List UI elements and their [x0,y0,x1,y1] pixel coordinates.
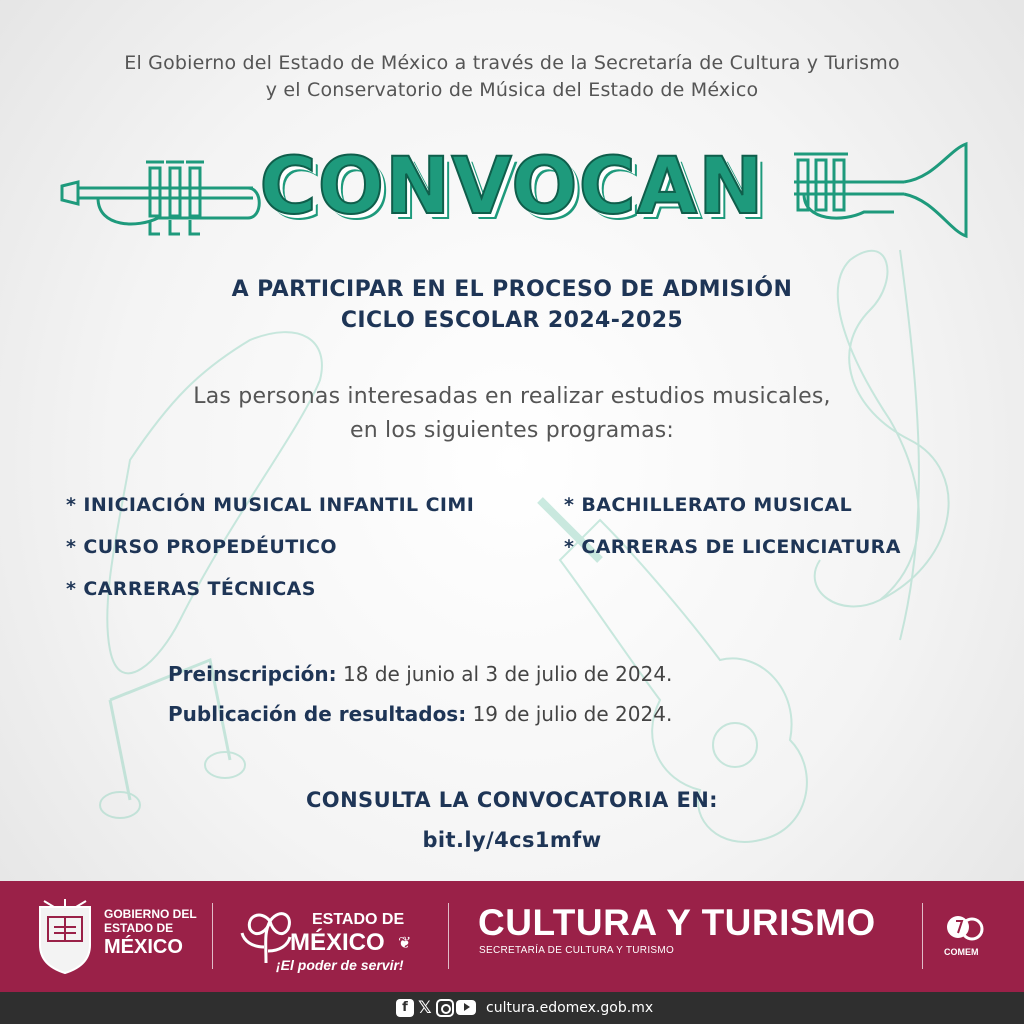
footer-band [0,881,1024,992]
program-item: * BACHILLERATO MUSICAL [564,494,853,516]
lead-text [0,380,1024,448]
facebook-icon[interactable]: f [396,999,414,1017]
admission-subtitle [0,274,1024,336]
preinscripcion-row [168,654,672,694]
convocatoria-link[interactable]: bit.ly/4cs1mfw [422,828,602,852]
state-seal-icon [34,897,96,975]
bottom-bar [0,992,1024,1024]
preinscripcion-label: Preinscripción: [168,662,337,686]
comem-logo-icon [944,909,984,947]
intro-line-2: y el Conservatorio de Música del Estado de México [265,79,759,101]
convocan-headline: CONVOCAN [259,142,765,232]
program-item: * INICIACIÓN MUSICAL INFANTIL CIMI [66,494,475,516]
laurel-icon: ❦ [398,935,412,952]
resultados-label: Publicación de resultados: [168,702,467,726]
footer-divider [922,903,923,969]
program-item: * CARRERAS DE LICENCIATURA [564,536,901,558]
intro-text [0,50,1024,104]
footer-divider [448,903,449,969]
intro-line-1: El Gobierno del Estado de México a través de la Secretaría de Cultura y Turismo [124,52,900,74]
subtitle-line-1: A PARTICIPAR EN EL PROCESO DE ADMISIÓN [231,277,793,302]
footer-divider [212,903,213,969]
gob-line-3: MÉXICO [104,936,183,958]
cultura-title: CULTURA Y TURISMO [478,902,876,943]
instagram-icon[interactable] [436,999,454,1017]
trumpet-right-icon [784,140,974,240]
x-icon[interactable]: 𝕏 [418,998,432,1018]
programs-left-list [66,493,474,619]
resultados-row [168,694,672,734]
gob-line-1: GOBIERNO DEL [104,907,197,921]
preinscripcion-value: 18 de junio al 3 de julio de 2024. [343,662,673,686]
program-item: * CARRERAS TÉCNICAS [66,578,316,600]
lead-line-1: Las personas interesadas en realizar estudios musicales, [193,384,831,409]
lead-line-2: en los siguientes programas: [349,418,675,443]
gob-line-2: ESTADO DE [104,921,174,935]
subtitle-line-2: CICLO ESCOLAR 2024-2025 [340,308,684,333]
edomex-slogan: ¡El poder de servir! [276,957,404,973]
dates-block [168,654,672,734]
programs-right-list [564,493,901,577]
program-item: * CURSO PROPEDÉUTICO [66,536,337,558]
website-link[interactable]: cultura.edomex.gob.mx [486,1000,654,1016]
consult-label: CONSULTA LA CONVOCATORIA EN: [306,788,718,812]
cultura-subtitle: SECRETARÍA DE CULTURA Y TURISMO [479,945,675,956]
edomex-line-1: ESTADO DE [312,911,405,928]
edomex-line-2: MÉXICO [290,929,385,956]
consult-block [0,780,1024,860]
youtube-icon[interactable] [456,1000,476,1015]
resultados-value: 19 de julio de 2024. [472,702,673,726]
comem-label: COMEM [944,947,979,957]
